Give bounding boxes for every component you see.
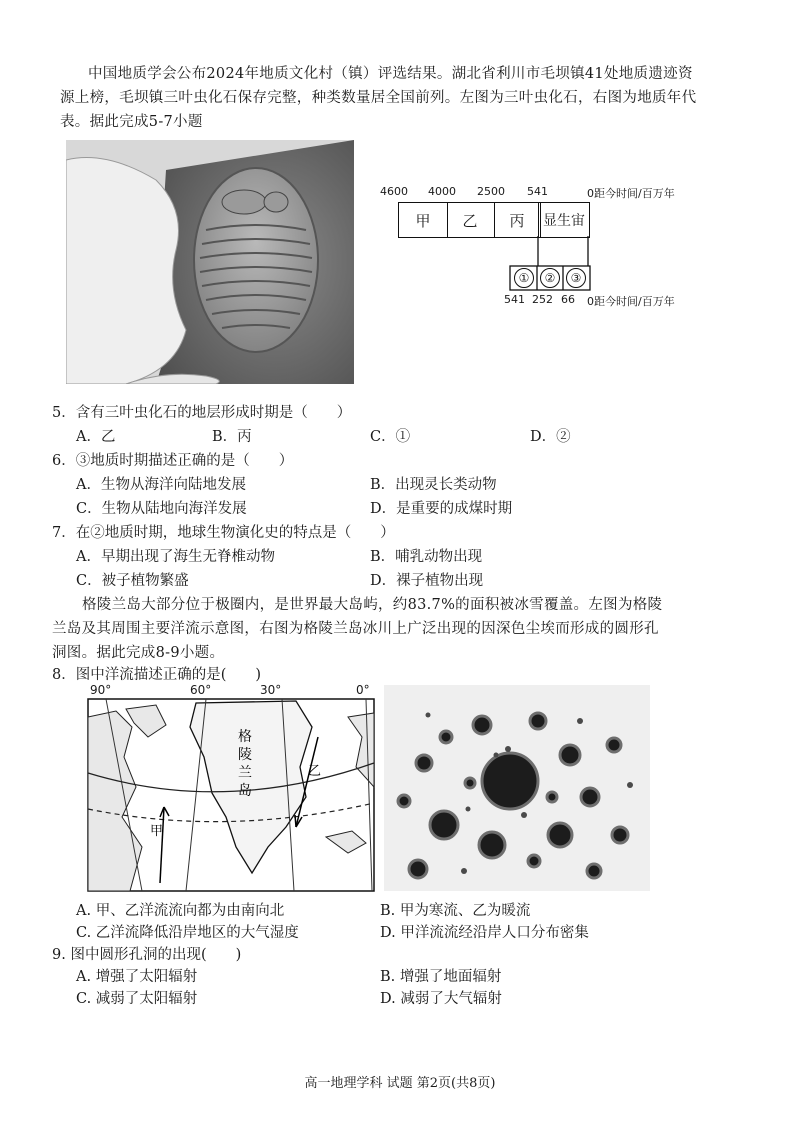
geologic-timescale [380,180,700,310]
eon-yi: 乙 [446,202,495,238]
q6-option-d[interactable]: D．是重要的成煤时期 [370,501,513,517]
era-1: ① [514,268,534,288]
tick-4000: 4000 [428,185,456,198]
tick-4600: 4600 [380,185,408,198]
tick-541-bottom: 541 [504,293,525,306]
question-9-stem: 9. 图中圆形孔洞的出现( ) [52,947,242,963]
lon-60: 60° [190,683,212,697]
tick-252: 252 [532,293,553,306]
lon-0: 0° [356,683,370,697]
q8-option-d[interactable]: D. 甲洋流流经沿岸人口分布密集 [380,925,589,941]
q5-option-b[interactable]: B．丙 [212,429,252,445]
q7-option-d[interactable]: D．裸子植物出现 [370,573,484,589]
map-graphic [86,697,376,893]
q5-option-c[interactable]: C．① [370,429,411,445]
era-2: ② [540,268,560,288]
greenland-currents-map [86,683,376,893]
eon-phanerozoic: 显生宙 [538,202,590,238]
island-label-3: 兰 [238,765,252,781]
question-7-stem: 7．在②地质时期，地球生物演化史的特点是（ ） [52,525,395,541]
era-3: ③ [566,268,586,288]
q8-option-c[interactable]: C. 乙洋流降低沿岸地区的大气湿度 [76,925,299,941]
lon-30: 30° [260,683,282,697]
trilobite-illustration [66,140,354,384]
intro1-line1: 中国地质学会公布2024年地质文化村（镇）评选结果。湖北省利川市毛坝镇41处地质遗迹资 [88,66,693,82]
lon-90: 90° [90,683,112,697]
q9-option-d[interactable]: D. 减弱了大气辐射 [380,991,502,1007]
q9-option-b[interactable]: B. 增强了地面辐射 [380,969,502,985]
current-yi-label: 乙 [308,764,322,779]
intro1-line2: 源上榜，毛坝镇三叶虫化石保存完整，种类数量居全国前列。左图为三叶虫化石，右图为地质年代 [60,90,697,106]
tick-0-bottom-label: 0距今时间/百万年 [587,295,675,308]
intro1-line3: 表。据此完成5-7小题 [60,114,203,130]
intro2-line1: 格陵兰岛大部分位于极圈内，是世界最大岛屿，约83.7%的面积被冰雪覆盖。左图为格陵 [82,597,663,613]
q6-option-b[interactable]: B．出现灵长类动物 [370,477,497,493]
question-6-stem: 6．③地质时期描述正确的是（ ） [52,453,294,469]
intro-paragraph-2 [52,593,762,665]
tick-66: 66 [561,293,575,306]
q6-option-a[interactable]: A．生物从海洋向陆地发展 [76,477,246,493]
current-jia-label: 甲 [150,824,164,839]
question-8-stem: 8．图中洋流描述正确的是( ) [52,667,262,683]
tick-0-label: 0距今时间/百万年 [587,187,675,200]
island-label-4: 岛 [238,783,252,799]
cryoconite-holes-photo [384,685,650,891]
q7-option-c[interactable]: C．被子植物繁盛 [76,573,189,589]
q9-option-c[interactable]: C. 减弱了太阳辐射 [76,991,198,1007]
tick-541: 541 [527,185,548,198]
q5-option-d[interactable]: D．② [530,429,571,445]
intro2-line2: 兰岛及其周围主要洋流示意图，右图为格陵兰岛冰川上广泛出现的因深色尘埃而形成的圆形孔 [52,621,659,637]
question-5-stem: 5．含有三叶虫化石的地层形成时期是（ ） [52,405,352,421]
q7-option-a[interactable]: A．早期出现了海生无脊椎动物 [76,549,275,565]
holes-illustration [384,685,650,891]
tick-2500: 2500 [477,185,505,198]
eon-bing: 丙 [494,202,541,238]
trilobite-fossil-photo [66,140,354,384]
q8-option-b[interactable]: B. 甲为寒流、乙为暖流 [380,903,531,919]
eon-jia: 甲 [398,202,448,238]
q8-option-a[interactable]: A. 甲、乙洋流流向都为由南向北 [76,903,285,919]
q9-option-a[interactable]: A. 增强了太阳辐射 [76,969,198,985]
q7-option-b[interactable]: B．哺乳动物出现 [370,549,483,565]
q5-option-a[interactable]: A．乙 [76,429,116,445]
island-label-1: 格 [238,729,252,745]
timeline-connectors [380,180,700,310]
page-footer: 高一地理学科 试题 第2页(共8页) [304,1076,496,1091]
island-label-2: 陵 [238,747,252,763]
intro-paragraph-1 [60,62,760,134]
intro2-line3: 洞图。据此完成8-9小题。 [52,645,225,661]
q6-option-c[interactable]: C．生物从陆地向海洋发展 [76,501,247,517]
